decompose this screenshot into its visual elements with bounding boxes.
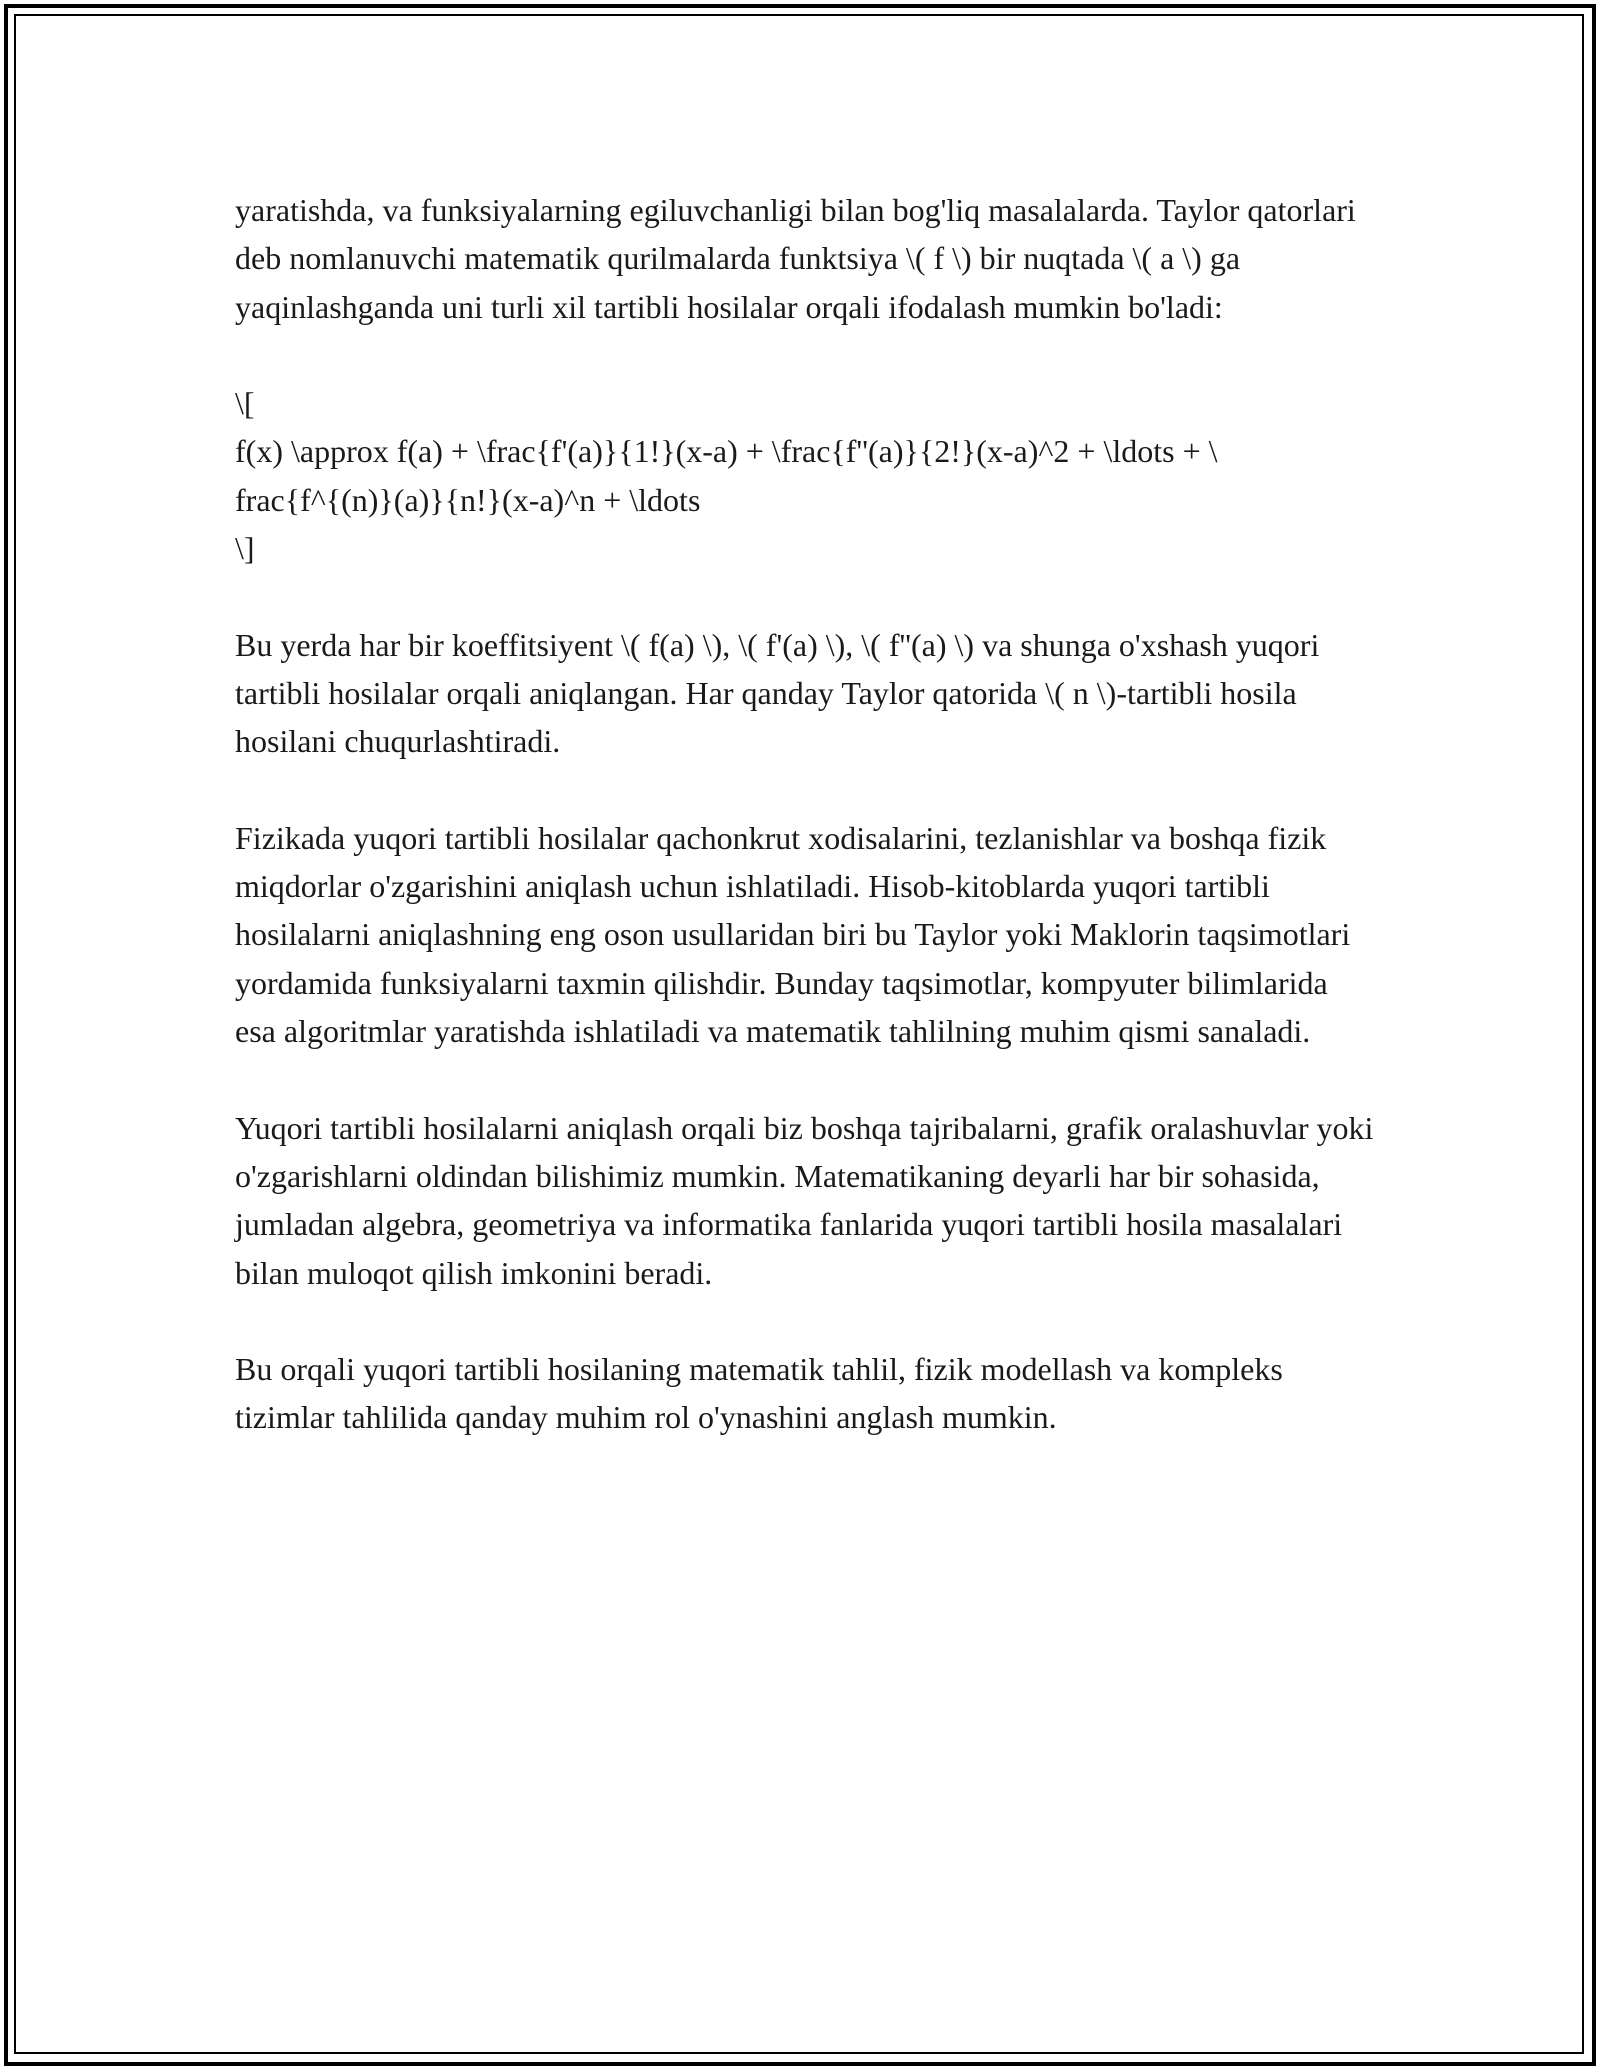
paragraph-conclusion: Bu orqali yuqori tartibli hosilaning matematik tahlil, fizik modellash va kompleks tizimlar tahlilida qanday muhim rol o'ynashini anglash mumkin. [235, 1351, 1283, 1436]
paragraph-intro: yaratishda, va funksiyalarning egiluvchanligi bilan bog'liq masalalarda. Taylor qatorlari deb nomlanuvchi matematik qurilmalarda funktsiya \( f \) bir nuqtada \( a \) ga yaqinlashganda uni turli xil tartibli hosilalar orqali ifodalash mumkin bo'ladi: [235, 192, 1356, 325]
formula-line-1: f(x) \approx f(a) + \frac{f'(a)}{1!}(x-a) + \frac{f''(a)}{2!}(x-a)^2 + \ldots + \ [235, 433, 1218, 470]
paragraph-applications: Yuqori tartibli hosilalarni aniqlash orqali biz boshqa tajribalarni, grafik oralashuvlar yoki o'zgarishlarni oldindan bilishimiz mumkin. Matematikaning deyarli har bir sohasida, jumladan algebra, geometriya va informatika fanlarida yuqori tartibli hosila masalalari bilan muloqot qilish imkonini beradi. [235, 1109, 1374, 1291]
taylor-formula [235, 379, 1375, 572]
formula-close-delimiter: \] [235, 530, 255, 567]
formula-open-delimiter: \[ [235, 385, 255, 422]
formula-line-2: frac{f^{(n)}(a)}{n!}(x-a)^n + \ldots [235, 481, 701, 518]
paragraph-coefficients: Bu yerda har bir koeffitsiyent \( f(a) \), \( f'(a) \), \( f''(a) \) va shunga o'xshash yuqori tartibli hosilalar orqali aniqlangan. Har qanday Taylor qatorida \( n \)-tartibli hosila hosilani chuqurlashtiradi. [235, 626, 1320, 760]
paragraph-physics: Fizikada yuqori tartibli hosilalar qachonkrut xodisalarini, tezlanishlar va boshqa fizik miqdorlar o'zgarishini aniqlash uchun ishlatiladi. Hisob-kitoblarda yuqori tartibli hosilalarni aniqlashning eng oson usullaridan biri bu Taylor yoki Maklorin taqsimotlari yordamida funksiyalarni taxmin qilishdir. Bunday taqsimotlar, kompyuter bilimlarida esa algoritmlar yaratishda ishlatiladi va matematik tahlilning muhim qismi sanaladi. [235, 819, 1351, 1050]
document-body [235, 186, 1375, 1490]
